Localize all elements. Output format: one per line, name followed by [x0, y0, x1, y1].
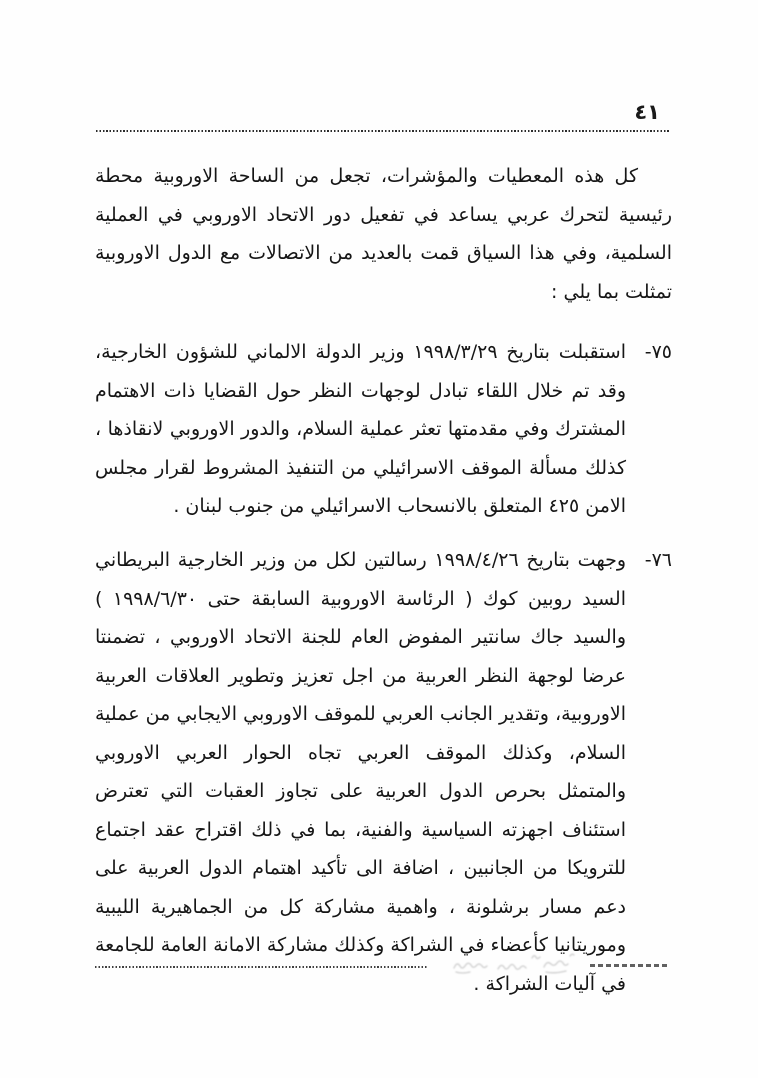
footer-dotted-rule-left [95, 966, 428, 968]
item-number: ٧٥- [644, 341, 672, 363]
illegible-smudge [436, 948, 588, 982]
intro-paragraph: كل هذه المعطيات والمؤشرات، تجعل من الساحة الاوروبية محطة رئيسية لتحرك عربي يساعد في تفعيل دور الاتحاد الاوروبي في العملية السلمية، وفي هذا السياق قمت بالعديد من الاتصالات مع الدول الاوروبية تمثلت بما يلي : [95, 165, 672, 303]
list-item-75 [95, 333, 672, 526]
item-number: ٧٦- [644, 549, 672, 571]
item-text: استقبلت بتاريخ ١٩٩٨/٣/٢٩ وزير الدولة الالماني للشؤون الخارجية، وقد تم خلال اللقاء تبادل لوجهات النظر حول القضايا ذات الاهتمام المشترك وفي مقدمتها تعثر عملية السلام، والدور الاوروبي لانقاذها ، كذلك مسألة الموقف الاسرائيلي من التنفيذ المشروط لقرار مجلس الامن ٤٢٥ المتعلق بالانسحاب الاسرائيلي من جنوب لبنان . [95, 341, 626, 517]
list-item-76 [95, 541, 672, 1003]
page-number: ٤١ [634, 100, 660, 124]
header-dotted-rule [96, 130, 670, 132]
item-text: وجهت بتاريخ ١٩٩٨/٤/٢٦ رسالتين لكل من وزير الخارجية البريطاني السيد روبين كوك ( الرئاسة الاوروبية السابقة حتى ١٩٩٨/٦/٣٠ ) والسيد جاك سانتير المفوض العام للجنة الاتحاد الاوروبي ، تضمنتا عرضا لوجهة النظر العربية من اجل تعزيز وتطوير العلاقات العربية الاوروبية، وتقدير الجانب العربي للموقف الاوروبي الايجابي من عملية السلام، وكذلك الموقف العربي تجاه الحوار العربي الاوروبي والمتمثل بحرص الدول العربية على تجاوز العقبات التي تعترض استئناف اجهزته السياسية والفنية، بما في ذلك اقتراح عقد اجتماع للترويكا من الجانبين ، اضافة الى تأكيد اهتمام الدول العربية على دعم مسار برشلونة ، واهمية مشاركة كل من الجماهيرية الليبية وموريتانيا كأعضاء في الشراكة وكذلك مشاركة الامانة العامة للجامعة في آليات الشراكة . [95, 549, 627, 995]
footer-dash-rule-right [590, 964, 668, 967]
